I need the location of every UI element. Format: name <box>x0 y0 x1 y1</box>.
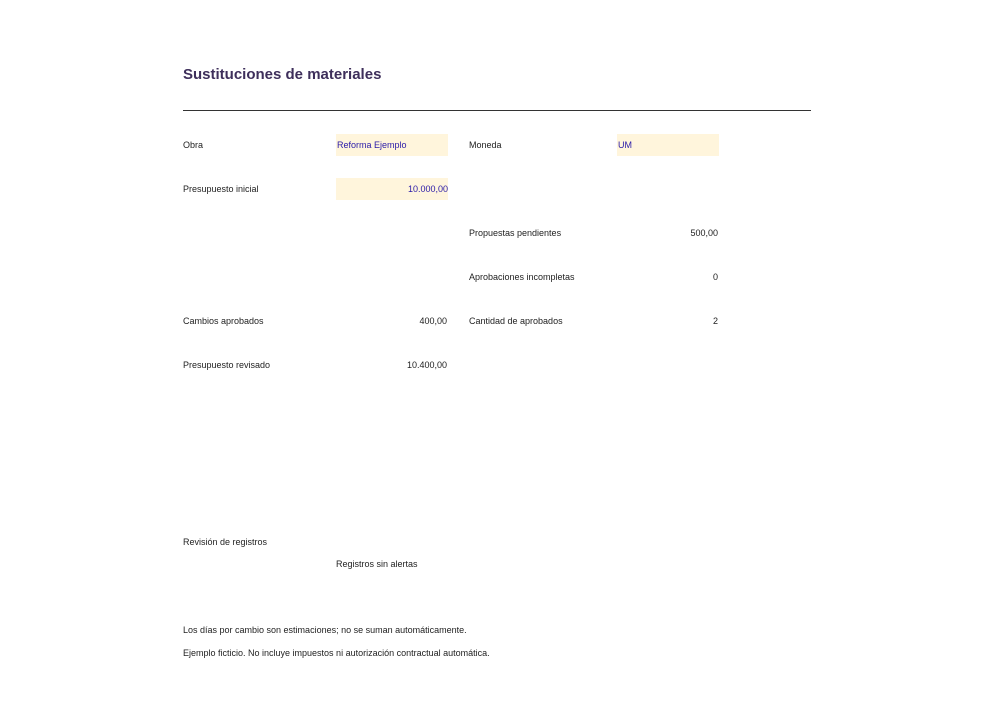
presupuesto-revisado-label: Presupuesto revisado <box>183 360 271 370</box>
cambios-aprobados-value: 400,00 <box>419 316 447 326</box>
revision-registros-status: Registros sin alertas <box>336 559 418 569</box>
obra-label: Obra <box>183 140 204 150</box>
moneda-label: Moneda <box>469 140 502 150</box>
note-dias-estimaciones: Los días por cambio son estimaciones; no se suman automáticamente. <box>183 625 467 635</box>
propuestas-pendientes-value: 500,00 <box>690 228 718 238</box>
cantidad-aprobados-value: 2 <box>712 316 718 326</box>
obra-input[interactable]: Reforma Ejemplo <box>336 134 448 156</box>
aprobaciones-incompletas-label: Aprobaciones incompletas <box>469 272 575 282</box>
page-title: Sustituciones de materiales <box>183 66 382 83</box>
note-ejemplo-ficticio: Ejemplo ficticio. No incluye impuestos ni autorización contractual automática. <box>183 648 490 658</box>
propuestas-pendientes-label: Propuestas pendientes <box>469 228 562 238</box>
cambios-aprobados-label: Cambios aprobados <box>183 316 264 326</box>
revision-registros-label: Revisión de registros <box>183 537 268 547</box>
title-divider <box>183 110 811 111</box>
cantidad-aprobados-label: Cantidad de aprobados <box>469 316 563 326</box>
presupuesto-inicial-label: Presupuesto inicial <box>183 184 259 194</box>
presupuesto-inicial-input[interactable]: 10.000,00 <box>336 178 448 200</box>
presupuesto-revisado-value: 10.400,00 <box>406 360 447 370</box>
aprobaciones-incompletas-value: 0 <box>712 272 718 282</box>
moneda-input[interactable]: UM <box>617 134 719 156</box>
